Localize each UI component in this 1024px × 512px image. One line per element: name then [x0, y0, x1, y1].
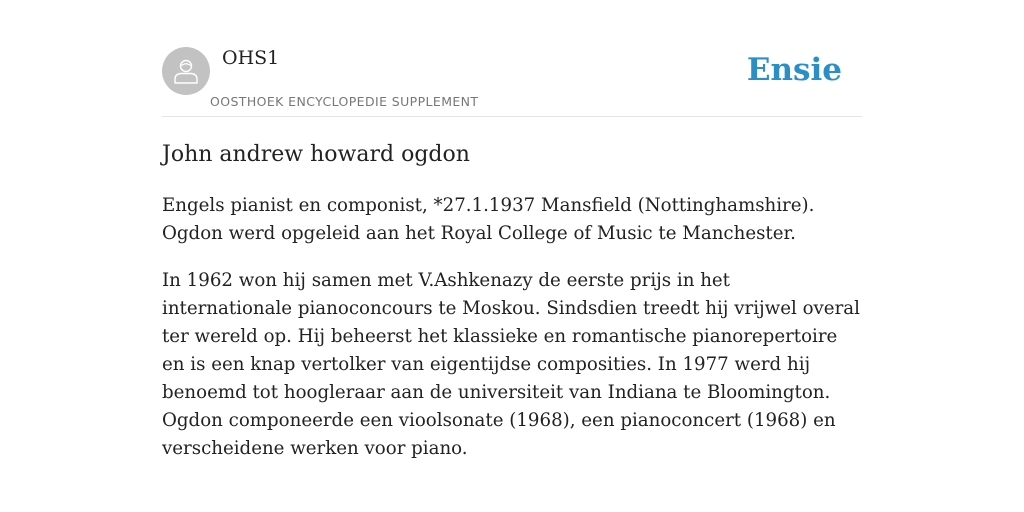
article-paragraph: In 1962 won hij samen met V.Ashkenazy de eerste prijs in het internationale pianoconcours te Moskou. Sindsdien treedt hij vrijwel overal ter wereld op. Hij beheerst het klassieke en romantische pianorepertoire en is een knap vertolker van eigentijdse composities. In 1977 werd hij benoemd tot hoogleraar aan de universiteit van Indiana te Bloomington. Ogdon componeerde een vioolsonate (1968), een pianoconcert (1968) en verscheidene werken voor piano. — [162, 270, 860, 459]
article-paragraph: Engels pianist en componist, *27.1.1937 Mansfield (Nottinghamshire). Ogdon werd opgeleid aan het Royal College of Music te Manchester. — [162, 195, 815, 244]
article-title: John andrew howard ogdon — [162, 142, 470, 167]
source-avatar[interactable] — [162, 47, 210, 95]
user-outline-icon — [171, 56, 201, 86]
ensie-logo[interactable]: Ensie — [746, 52, 842, 88]
source-name[interactable]: OHS1 — [222, 47, 280, 69]
article-body — [162, 192, 862, 482]
source-subtitle: OOSTHOEK ENCYCLOPEDIE SUPPLEMENT — [210, 94, 479, 109]
source-header — [162, 46, 862, 117]
